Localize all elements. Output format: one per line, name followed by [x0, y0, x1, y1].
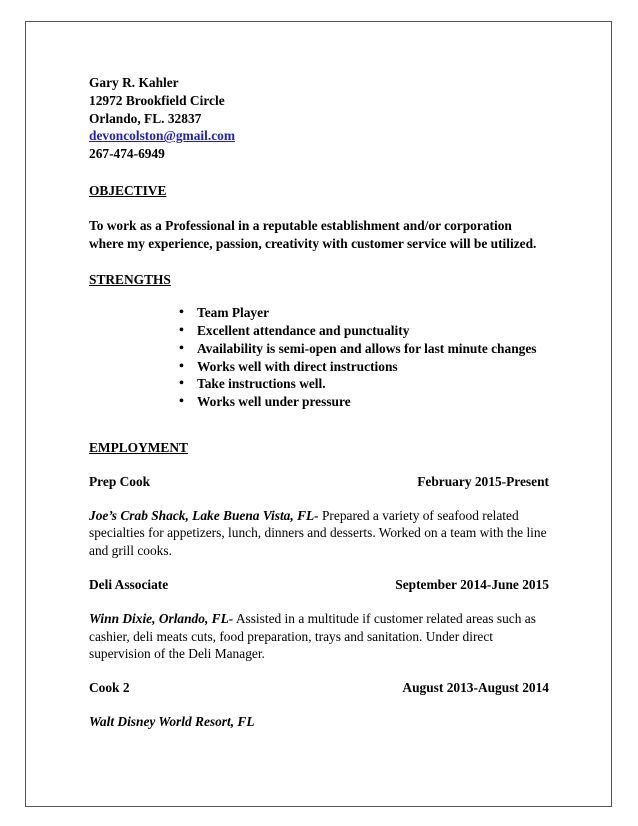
strength-item: • Availability is semi-open and allows for last minute changes [179, 340, 549, 358]
job-title: Cook 2 [89, 680, 130, 696]
strengths-list [89, 304, 549, 411]
contact-email-link[interactable]: devoncolston@gmail.com [89, 128, 235, 144]
strength-item: • Works well with direct instructions [179, 358, 549, 376]
contact-block [89, 74, 549, 163]
job-description [89, 507, 549, 560]
contact-name: Gary R. Kahler [89, 75, 179, 90]
job-employer: Walt Disney World Resort, FL [89, 713, 255, 729]
job-description [89, 713, 549, 731]
contact-street: 12972 Brookfield Circle [89, 92, 225, 108]
job-employer: Joe’s Crab Shack, Lake Buena Vista, FL- [89, 507, 319, 523]
strength-item: • Take instructions well. [179, 375, 549, 393]
objective-text: To work as a Professional in a reputable establishment and/or corporation where my experience, passion, creativity with customer service will be utilized. [89, 217, 537, 251]
job-duties: Assisted in a multitude if customer related areas such as cashier, deli meats cuts, food preparation, trays and sanitation. Under direct supervision of the Deli Manager. [89, 610, 536, 662]
job-dates: September 2014-June 2015 [395, 576, 549, 592]
contact-phone: 267-474-6949 [89, 146, 165, 162]
objective-heading: OBJECTIVE [89, 182, 167, 198]
contact-city: Orlando, FL. 32837 [89, 110, 202, 126]
job-employer: Winn Dixie, Orlando, FL- [89, 610, 234, 626]
job-dates: February 2015-Present [417, 473, 549, 489]
job-title: Prep Cook [89, 473, 151, 489]
job-title: Deli Associate [89, 576, 169, 592]
strengths-heading: STRENGTHS [89, 272, 171, 288]
strength-item: • Excellent attendance and punctuality [179, 322, 549, 340]
job-header [89, 473, 549, 491]
employment-heading: EMPLOYMENT [89, 439, 188, 455]
strength-item: • Works well under pressure [179, 393, 549, 411]
strength-item: • Team Player [179, 304, 549, 322]
job-header [89, 679, 549, 697]
job-duties: Prepared a variety of seafood related specialties for appetizers, lunch, dinners and desserts. Worked on a team with the line and grill cooks. [89, 507, 547, 559]
job-description [89, 610, 549, 663]
job-header [89, 576, 549, 594]
resume-document [89, 74, 549, 731]
job-dates: August 2013-August 2014 [402, 680, 549, 696]
